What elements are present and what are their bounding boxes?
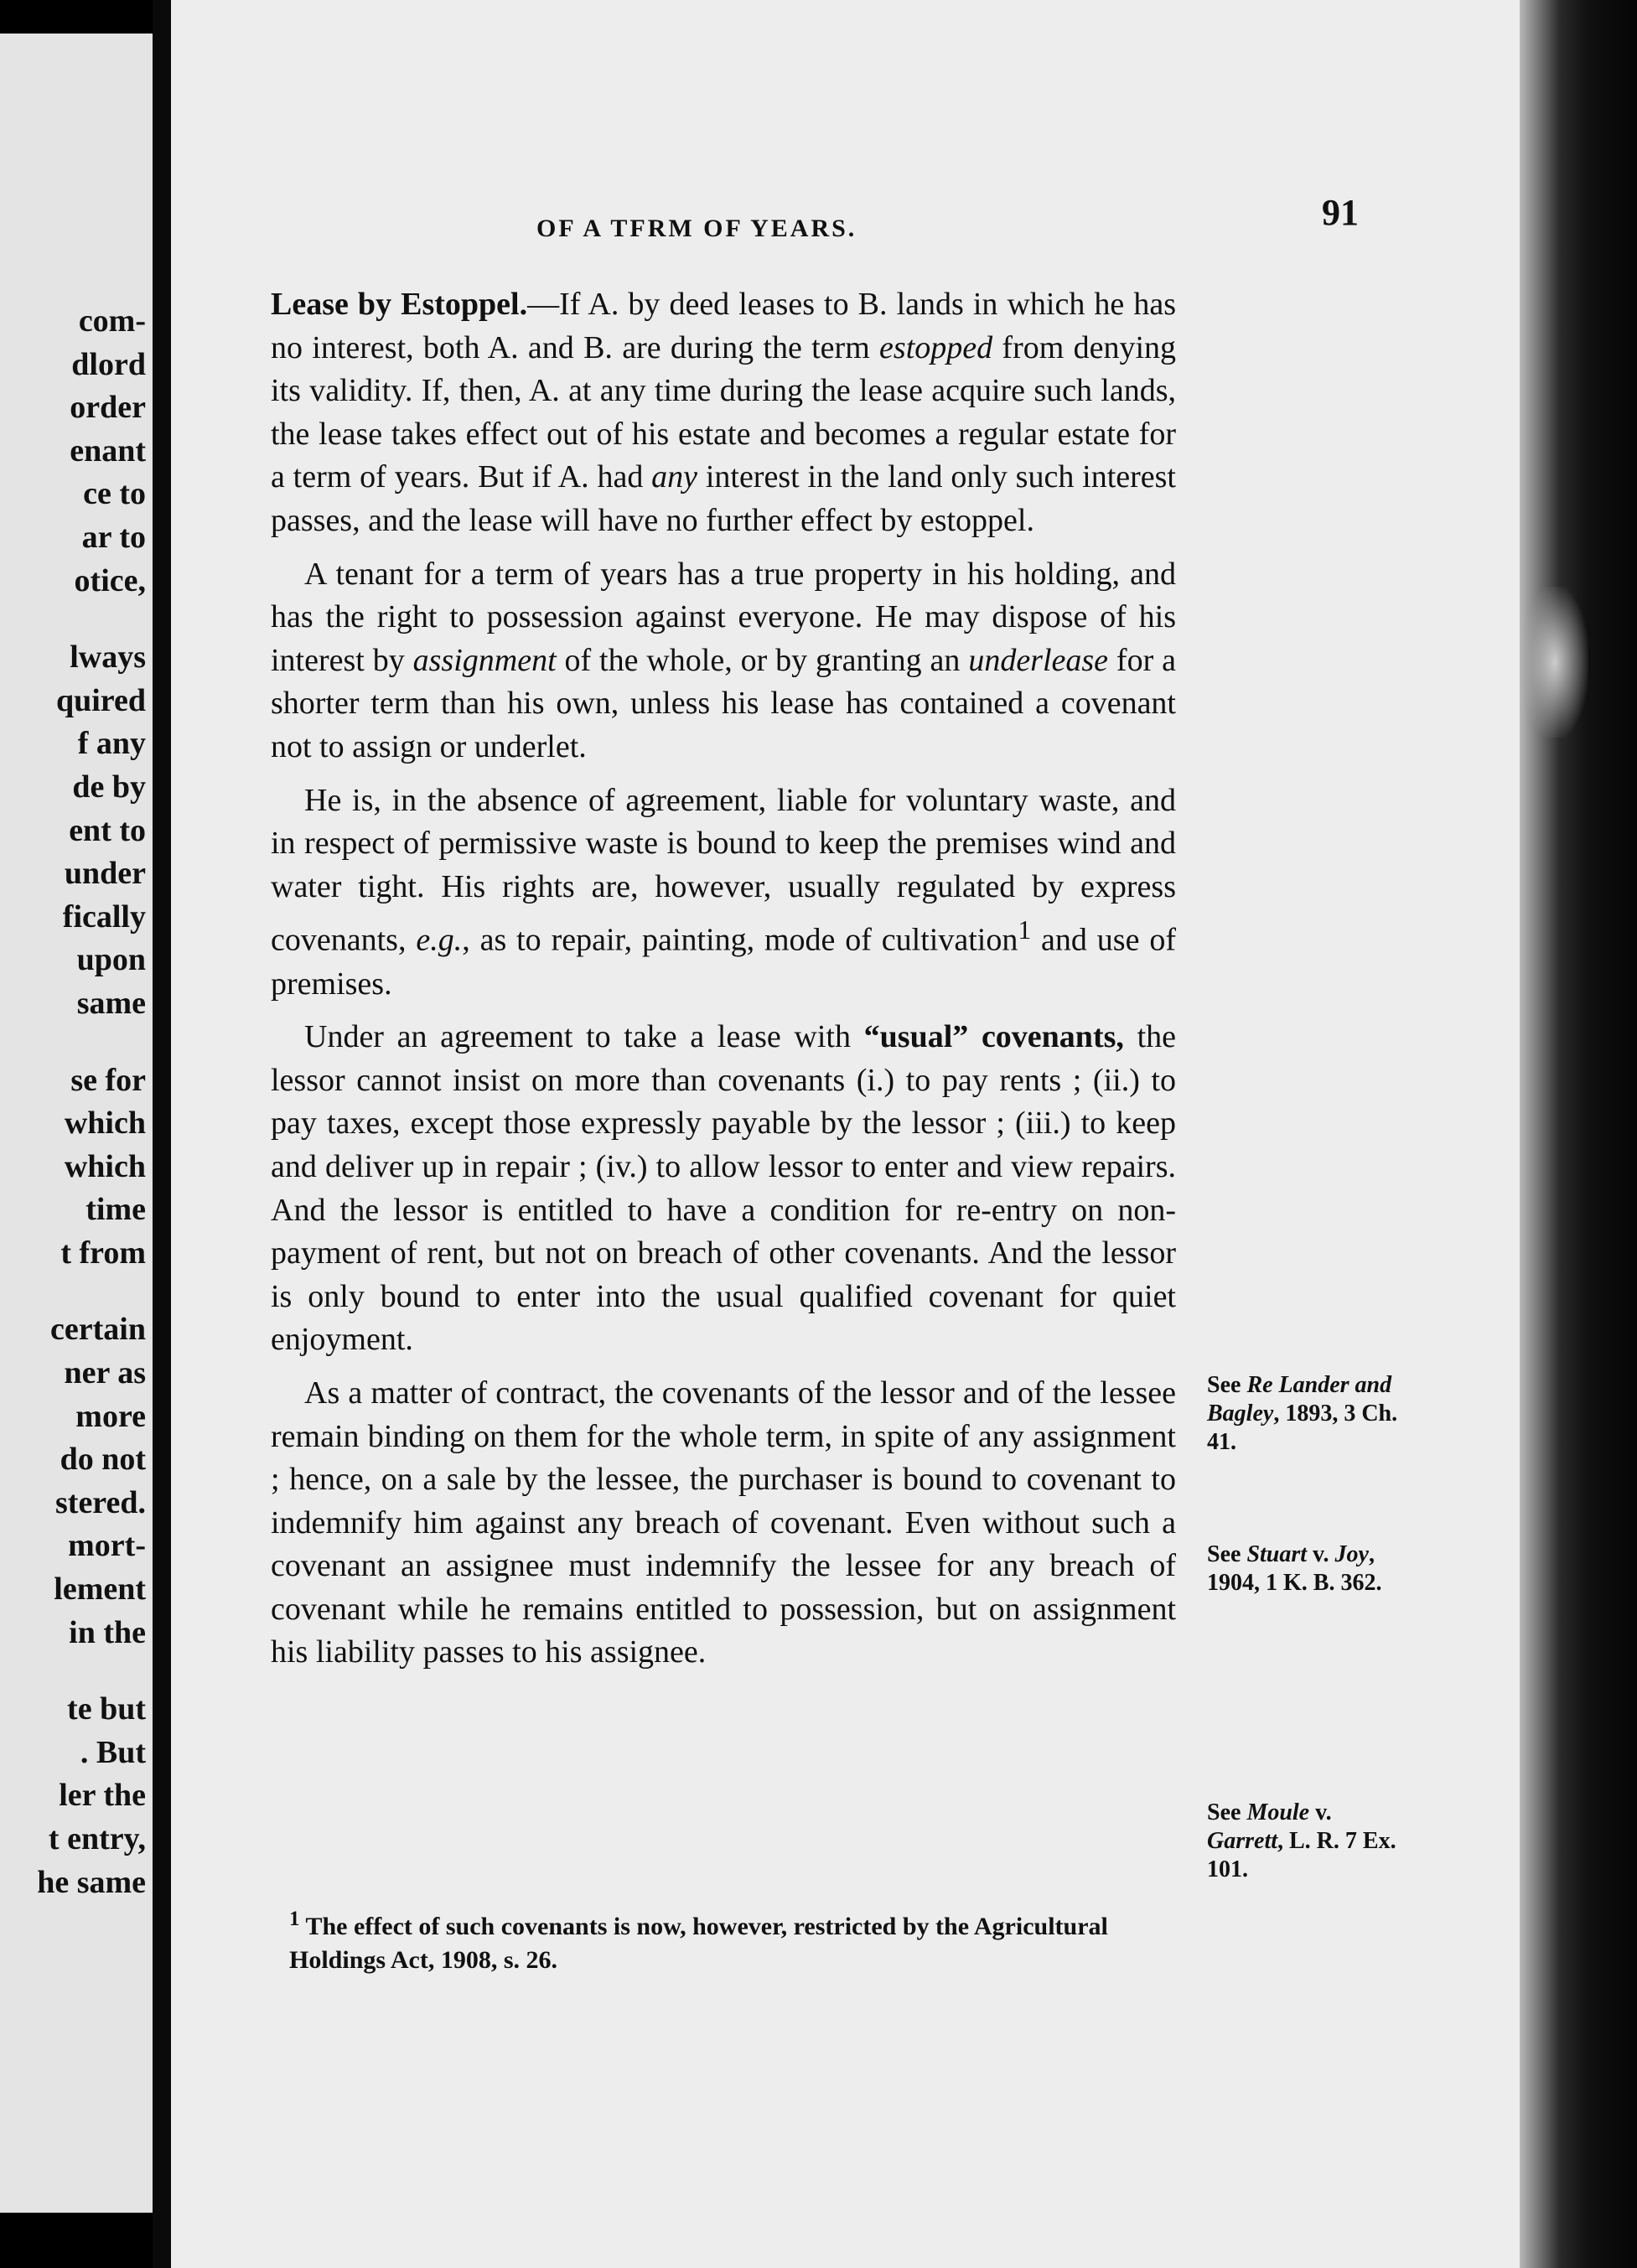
left-page-line: under (64, 856, 146, 892)
left-page-line: time (85, 1192, 146, 1228)
text-run: the lessor cannot insist on more than covenants (i.) to pay rents ; (ii.) to pay taxes, except those expressly payable by the lessor ; (iii.) to keep and deliver up in repair ; (iv.) to allow lessor to enter and view repairs. And the lessor is entitled to have a condition for re-entry on non-payment of rent, but not on breach of other covenants. And the lessor is only bound to enter into the usual qualified covenant for quiet enjoyment. (271, 1019, 1176, 1358)
citation: , 1904, 1 K. B. 362. (1207, 1541, 1382, 1596)
left-page-line: dlord (71, 346, 146, 382)
left-page-line: quired (55, 682, 146, 718)
left-page-line: which (64, 1148, 146, 1184)
italic-term: assignment (412, 642, 557, 678)
section-heading: Lease by Estoppel. (271, 287, 528, 322)
left-page-line: upon (76, 942, 146, 978)
left-page-line: in the (69, 1614, 146, 1650)
see-label: See (1207, 1372, 1247, 1398)
footnote-text: The effect of such covenants is now, however, restricted by the Agricultural Holdings Act, 1908, s. 26. (289, 1913, 1108, 1974)
left-page-line: se for (70, 1062, 146, 1098)
text-run: , as to repair, painting, mode of cultivation (462, 922, 1018, 958)
left-page-line: t from (60, 1235, 146, 1271)
left-page-line: de by (72, 769, 146, 805)
text-run: interest in the land only such interest passes, and the lease will have no further effect by estoppel. (271, 459, 1176, 538)
case-name: Re Lander and Bagley (1207, 1372, 1392, 1427)
left-page-line: mort- (68, 1528, 146, 1564)
left-page-line: same (76, 985, 146, 1021)
left-page-line: f any (77, 726, 146, 762)
left-page-line: ent to (69, 812, 146, 848)
left-page-line (37, 1275, 146, 1308)
left-page-line: ner as (64, 1355, 146, 1391)
left-page-line: enant (70, 432, 146, 469)
case-name: Stuart (1246, 1541, 1308, 1567)
footnote-mark: 1 (289, 1908, 300, 1930)
text-run: As a matter of contract, the covenants of the lessor and of the lessee remain binding on them for the whole term, in spite of any assignment ; hence, on a sale by the lessee, the purchaser is bound to covenant to indemnify him against any breach of covenant. Even without such a covenant an assignee must indemnify the lessee for any breach of covenant while he remains entitled to possession, but on assignment his liability passes to his assignee. (271, 1375, 1176, 1670)
text-run: and use of premises. (271, 922, 1176, 1002)
case-name: Garrett (1207, 1828, 1277, 1854)
italic-term: any (651, 459, 698, 495)
left-page-line: which (64, 1106, 146, 1142)
sidenote-stuart-v-joy (1207, 1540, 1400, 1597)
citation: , L. R. 7 Ex. 101. (1207, 1828, 1396, 1882)
left-page-line (37, 1026, 146, 1059)
left-page-line: lways (70, 639, 146, 676)
left-page-line: order (70, 390, 146, 426)
left-page-line: stered. (55, 1484, 146, 1520)
left-page-line: com- (78, 303, 146, 339)
text-run: A tenant for a term of years has a true property in his holding, and has the right to possession against everyone. He may dispose of his interest by (271, 556, 1176, 678)
text-run: Under an agreement to take a lease with (304, 1019, 864, 1055)
text-run: —If A. by deed leases to B. lands in which he has no interest, both A. and B. are during the term (271, 287, 1176, 365)
left-page-line (37, 1654, 146, 1688)
footnote-ref: 1 (1018, 915, 1032, 945)
see-label: See (1207, 1541, 1247, 1567)
left-page-line: t entry, (48, 1821, 146, 1856)
left-page-line: certain (50, 1312, 146, 1348)
left-page-line: ler the (59, 1778, 146, 1814)
left-page-line: ce to (83, 476, 146, 512)
sidenote-moule-v-garrett (1207, 1799, 1400, 1884)
left-page-line: te but (67, 1691, 146, 1727)
case-name: Joy (1334, 1541, 1369, 1567)
citation: , 1893, 3 Ch. 41. (1207, 1401, 1398, 1455)
left-page-line: otice, (74, 562, 146, 598)
text-run: from denying its validity. If, then, A. at any time during the lease acquire such lands, the lease takes effect out of his estate and becomes a regular estate for a term of years. But if A. had (271, 329, 1176, 495)
paragraph-usual-covenants (271, 1016, 1176, 1362)
left-page-line: fically (62, 898, 146, 935)
bold-term: “usual” covenants, (863, 1019, 1124, 1055)
text-run: of the whole, or by granting an (556, 642, 969, 678)
paragraph-lease-by-estoppel (271, 283, 1176, 543)
text-run: He is, in the absence of agreement, liable for voluntary waste, and in respect of permissive waste is bound to keep the premises wind and water tight. His rights are, however, usually regulated by express covenants, (271, 782, 1176, 958)
versus: v. (1307, 1541, 1335, 1567)
paragraph-tenant-property (271, 553, 1176, 769)
versus: v. (1309, 1799, 1332, 1825)
italic-term: e.g. (416, 922, 463, 958)
left-page-text (37, 300, 146, 1904)
left-page-line: more (75, 1398, 146, 1434)
sidenote-re-lander (1207, 1371, 1400, 1457)
footnote (289, 1903, 1203, 1977)
left-page-line: . But (80, 1734, 146, 1770)
text-run: for a shorter term than his own, unless his lease has contained a covenant not to assign or underlet. (271, 642, 1176, 764)
page-number: 91 (1322, 192, 1359, 233)
book-gutter (153, 0, 171, 2268)
left-page-line: ar to (81, 519, 146, 555)
paragraph-waste (271, 779, 1176, 1007)
italic-term: estopped (879, 329, 993, 365)
case-name: Moule (1246, 1799, 1310, 1825)
page-edge-damage (1521, 587, 1588, 738)
paragraph-contract (271, 1372, 1176, 1675)
left-facing-page (0, 34, 153, 2213)
running-head: OF A TFRM OF YEARS. (536, 215, 857, 242)
body-text (271, 283, 1176, 1685)
page-edge-shadow (1520, 0, 1637, 2268)
left-page-line: lement (54, 1572, 146, 1608)
left-page-line (37, 603, 146, 636)
left-page-line: he same (37, 1864, 146, 1900)
italic-term: underlease (968, 642, 1109, 678)
left-page-line: do not (60, 1442, 146, 1478)
see-label: See (1207, 1799, 1247, 1825)
